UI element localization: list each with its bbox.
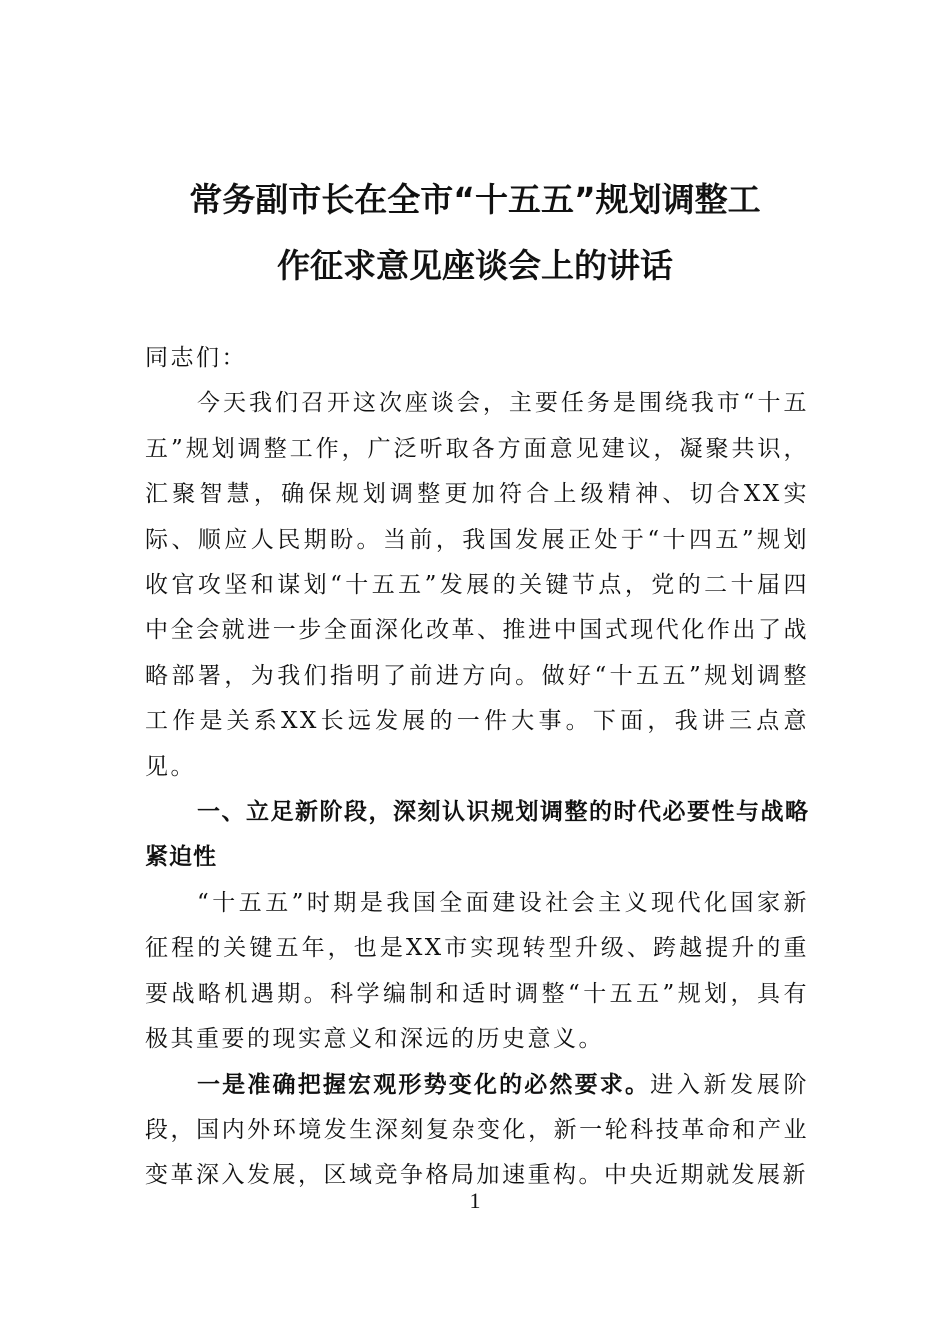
page-number: 1 — [469, 1188, 481, 1213]
intro-paragraph: 今天我们召开这次座谈会，主要任务是围绕我市“十五五”规划调整工作，广泛听取各方面意见建议，凝聚共识，汇聚智慧，确保规划调整更加符合上级精神、切合XX实际、顺应人民期盼。当前，我国发展正处于“十四五”规划收官攻坚和谋划“十五五”发展的关键节点，党的二十届四中全会就进一步全面深化改革、推进中国式现代化作出了战略部署，为我们指明了前进方向。做好“十五五”规划调整工作是关系XX长远发展的一件大事。下面，我讲三点意见。 — [145, 390, 809, 780]
document-body — [145, 336, 809, 1199]
point-1-lead: 一是准确把握宏观形势变化的必然要求。 — [197, 1071, 651, 1098]
title-line-2: 作征求意见座谈会上的讲话 — [277, 246, 673, 285]
section-1-paragraph: “十五五”时期是我国全面建设社会主义现代化国家新征程的关键五年，也是XX市实现转型升级、跨越提升的重要战略机遇期。科学编制和适时调整“十五五”规划，具有极其重要的现实意义和深远的历史意义。 — [145, 889, 809, 1053]
section-heading-1: 一、立足新阶段，深刻认识规划调整的时代必要性与战略紧迫性 — [145, 799, 809, 871]
point-1-paragraph — [145, 1063, 809, 1199]
point-1-text: 进入新发展阶段，国内外环境发生深刻复杂变化，新一轮科技革命和产业变革深入发展，区域竞争格局加速重构。中央近期就发展新 — [145, 1071, 810, 1189]
document-title — [100, 167, 850, 299]
title-line-1: 常务副市长在全市“十五五”规划调整工 — [189, 180, 761, 219]
salutation: 同志们： — [145, 345, 247, 371]
